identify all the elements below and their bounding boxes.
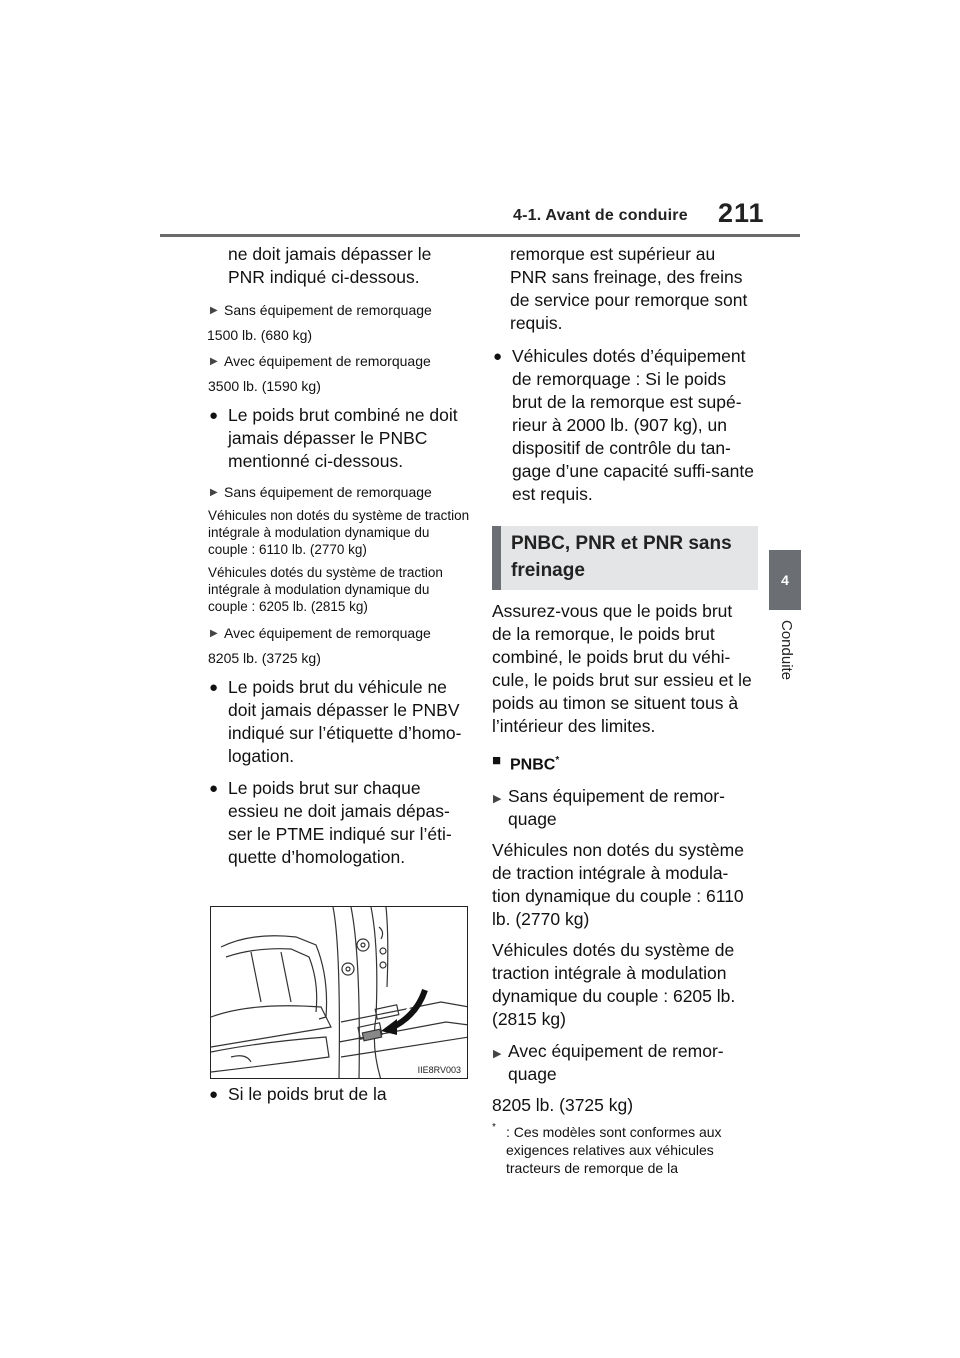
pnbc-without-v2: Véhicules dotés du système de traction intégrale à modulation dynamique du couple : 6205 lb. (2815 kg) (208, 565, 443, 614)
pnbc-with-label: ▶ Avec équipement de remorquage (208, 624, 470, 642)
figure-id: IIE8RV003 (417, 1065, 461, 1075)
bullet-gross-weight: ● Si le poids brut de la (208, 1083, 470, 1106)
chapter-tab[interactable]: 4 (769, 550, 801, 610)
column-left (208, 243, 470, 869)
door-sill-illustration (211, 907, 468, 1079)
pnr-with-value: 3500 lb. (1590 kg) (208, 378, 321, 394)
continued-text-right: remorque est supérieur au PNR sans freinage, des freins de service pour remorque sont requis. (510, 244, 748, 333)
pnr-with-label: ▶ Avec équipement de remorquage (208, 352, 470, 370)
chapter-label-text: Conduite (778, 620, 795, 681)
pnr-without-value: 1500 lb. (680 kg) (207, 327, 313, 343)
column-left-bottom (208, 1083, 470, 1106)
section-intro: Assurez-vous que le poids brut de la remorque, le poids brut combiné, le poids brut du véhi-cule, le poids brut sur essieu et le poids au timon se situent tous à l’intérieur des limites. (492, 601, 752, 736)
without-equipment-v1: Véhicules non dotés du système de traction intégrale à modula-tion dynamique du couple : 6110 lb. (2770 kg) (492, 840, 744, 930)
bullet-pnbv: ● Le poids brut du véhicule ne doit jamais dépasser le PNBV indiqué sur l’étiquette d’homo-logation. (208, 676, 470, 768)
bullet-pnbc: ● Le poids brut combiné ne doit jamais dépasser le PNBC mentionné ci-dessous. (208, 404, 470, 473)
pnbc-subheading-text: PNBC (510, 756, 556, 774)
footnote-marker: * (555, 755, 560, 766)
column-right (492, 243, 754, 1177)
pnbc-without-label: ▶ Sans équipement de remorquage (208, 483, 470, 501)
continued-text: ne doit jamais dépasser le PNR indiqué ci-dessous. (228, 244, 432, 287)
section-header-title: 4-1. Avant de conduire (513, 207, 688, 224)
pnr-without-label: ▶ Sans équipement de remorquage (208, 301, 470, 319)
without-equipment-label: ▶ Sans équipement de remor-quage (492, 785, 754, 831)
arrow-icon (381, 989, 425, 1035)
header-rule (160, 234, 800, 237)
pnbc-subheading (492, 750, 754, 776)
chapter-label (771, 620, 799, 700)
with-equipment-value: 8205 lb. (3725 kg) (492, 1095, 634, 1116)
door-sill-label-figure (210, 906, 468, 1079)
bullet-ptme: ● Le poids brut sur chaque essieu ne doit jamais dépas-ser le PTME indiqué sur l’éti-quette d’homologation. (208, 777, 470, 869)
footnote-star: * (492, 1122, 496, 1134)
without-equipment-v2: Véhicules dotés du système de traction intégrale à modulation dynamique du couple : 6205 lb. (2815 kg) (492, 940, 736, 1030)
page-number: 211 (718, 198, 765, 228)
section-heading-pnbc: PNBC, PNR et PNR sans freinage (492, 526, 758, 590)
pnbc-without-v1: Véhicules non dotés du système de traction intégrale à modulation dynamique du couple : 6110 lb. (2770 kg) (208, 508, 470, 557)
pnbc-with-value: 8205 lb. (3725 kg) (208, 650, 321, 666)
with-equipment-label: ▶ Avec équipement de remor-quage (492, 1040, 754, 1086)
bullet-towing-equipment: ● Véhicules dotés d’équipement de remorquage : Si le poids brut de la remorque est supé-rieur à 2000 lb. (907 kg), un dispositif de contrôle du tan-gage d’une capacité suffi-sante est requis. (492, 345, 754, 506)
footnote-text: : Ces modèles sont conformes aux exigences relatives aux véhicules tracteurs de remorque de la (506, 1124, 722, 1177)
footnote (492, 1123, 754, 1177)
